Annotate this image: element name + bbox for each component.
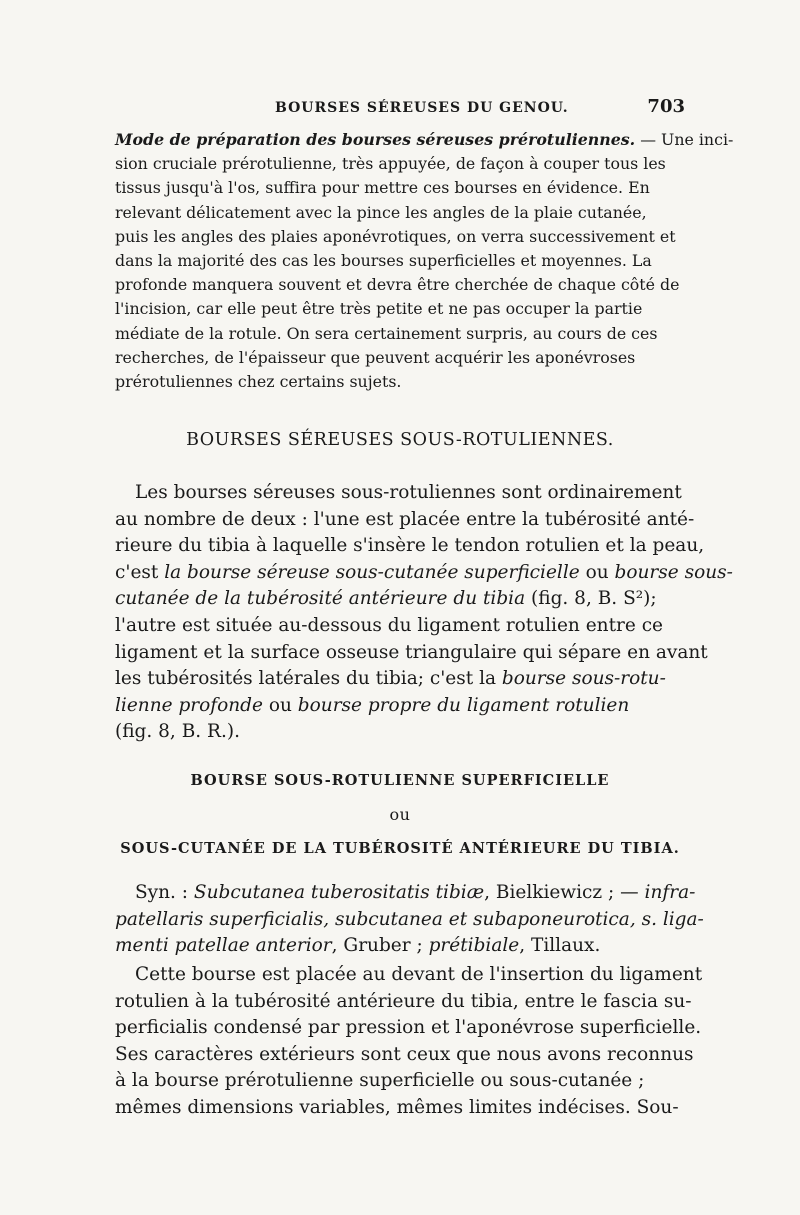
text-line: lienne profonde ou bourse propre du ligament rotulien bbox=[115, 694, 630, 716]
text-line: cutanée de la tubérosité antérieure du tibia (fig. 8, B. S²); bbox=[115, 588, 657, 610]
text-line: médiate de la rotule. On sera certainement surpris, au cours de ces bbox=[115, 323, 658, 343]
text-line: (fig. 8, B. R.). bbox=[115, 721, 240, 743]
text-line: Les bourses séreuses sous-rotuliennes sont ordinairement bbox=[135, 482, 682, 503]
subsection-heading: BOURSE SOUS-ROTULIENNE SUPERFICIELLE bbox=[190, 772, 610, 789]
text-line: menti patellae anterior, Gruber ; prétibiale, Tillaux. bbox=[115, 935, 601, 957]
text-line: au nombre de deux : l'une est placée entre la tubérosité anté- bbox=[115, 508, 695, 530]
paragraph-preparation bbox=[115, 128, 734, 394]
section-lead: Mode de préparation des bourses séreuses prérotuliennes. bbox=[115, 130, 636, 149]
text-line: perficialis condensé par pression et l'aponévrose superficielle. bbox=[115, 1017, 702, 1039]
text-line: puis les angles des plaies aponévrotiques, on verra successivement et bbox=[115, 226, 676, 246]
text-line: Mode de préparation des bourses séreuses prérotuliennes. — Une inci- bbox=[115, 130, 734, 149]
text-line: rotulien à la tubérosité antérieure du tibia, entre le fascia su- bbox=[115, 990, 692, 1012]
text-line: relevant délicatement avec la pince les angles de la plaie cutanée, bbox=[115, 202, 647, 222]
paragraph-synonyms bbox=[115, 880, 704, 960]
text-line: mêmes dimensions variables, mêmes limites indécises. Sou- bbox=[115, 1096, 679, 1118]
section-heading: BOURSES SÉREUSES SOUS-ROTULIENNES. bbox=[186, 430, 614, 450]
text-line: l'autre est située au-dessous du ligament rotulien entre ce bbox=[115, 614, 663, 636]
page-number: 703 bbox=[647, 96, 685, 117]
text-line: l'incision, car elle peut être très petite et ne pas occuper la partie bbox=[115, 299, 643, 319]
paragraph-description bbox=[115, 962, 703, 1122]
text-line: Cette bourse est placée au devant de l'insertion du ligament bbox=[135, 964, 703, 985]
text-line: à la bourse prérotulienne superficielle ou sous-cutanée ; bbox=[115, 1070, 645, 1092]
text-line: c'est la bourse séreuse sous-cutanée superficielle ou bourse sous- bbox=[115, 561, 733, 583]
subsection-heading-conjunction: ou bbox=[389, 805, 411, 824]
text-line: les tubérosités latérales du tibia; c'est la bourse sous-rotu- bbox=[115, 668, 666, 690]
text-line: Syn. : Subcutanea tuberositatis tibiæ, Bielkiewicz ; — infra- bbox=[135, 882, 696, 903]
text-line: recherches, de l'épaisseur que peuvent acquérir les aponévroses bbox=[115, 347, 636, 367]
text-line: rieure du tibia à laquelle s'insère le tendon rotulien et la peau, bbox=[115, 535, 705, 557]
text-line: patellaris superficialis, subcutanea et subaponeurotica, s. liga- bbox=[115, 908, 704, 930]
text-line: Ses caractères extérieurs sont ceux que nous avons reconnus bbox=[115, 1043, 694, 1065]
text-line: prérotuliennes chez certains sujets. bbox=[115, 372, 402, 392]
text-line: sion cruciale prérotulienne, très appuyée, de façon à couper tous les bbox=[115, 154, 666, 174]
paragraph-overview bbox=[115, 480, 733, 746]
subsection-heading-alt: SOUS-CUTANÉE DE LA TUBÉROSITÉ ANTÉRIEURE DU TIBIA. bbox=[120, 840, 680, 857]
running-title: BOURSES SÉREUSES DU GENOU. bbox=[275, 100, 569, 116]
text-line: ligament et la surface osseuse triangulaire qui sépare en avant bbox=[115, 641, 708, 663]
text-line: tissus jusqu'à l'os, suffira pour mettre ces bourses en évidence. En bbox=[115, 178, 650, 198]
text-line: profonde manquera souvent et devra être cherchée de chaque côté de bbox=[115, 275, 680, 295]
text-line: dans la majorité des cas les bourses superficielles et moyennes. La bbox=[115, 251, 652, 271]
page-header bbox=[115, 96, 685, 122]
